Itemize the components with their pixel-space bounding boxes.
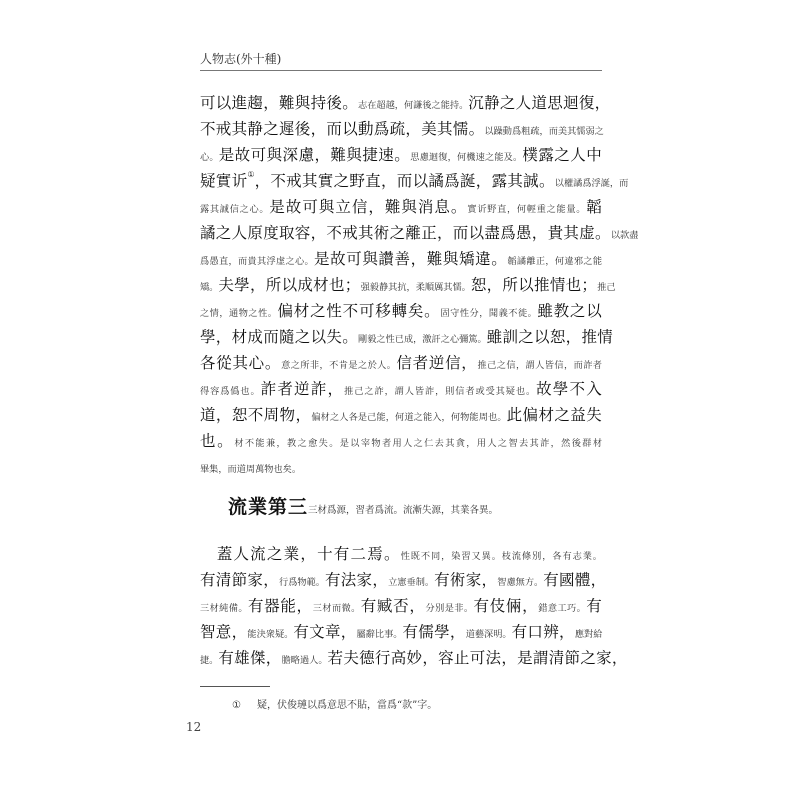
- annotation-text: 之情，通物之性。: [200, 308, 278, 319]
- main-text: 雖訓之以恕，推情: [486, 328, 614, 346]
- annotation-text: 推己之信，謂人皆信，而詐者: [477, 360, 602, 371]
- page-number: 12: [186, 720, 202, 734]
- text-line: [200, 619, 602, 645]
- annotation-text: 爲愚直，而貴其浮虚之心。: [200, 256, 314, 267]
- main-text: 有國體，: [543, 571, 607, 589]
- main-text: 此偏材之益失: [506, 406, 602, 424]
- annotation-text: 行爲物範。: [279, 577, 325, 588]
- main-text: 也。: [200, 432, 235, 450]
- main-text: ，不戒其實之野直，而以譎爲誕，露其誠。: [254, 172, 555, 190]
- annotation-text: 三材純備。: [200, 603, 248, 614]
- text-line: [200, 350, 602, 376]
- chapter-title: 流業第三: [228, 496, 309, 518]
- main-text: 樸露之人中: [522, 146, 603, 164]
- annotation-text: 推己: [597, 282, 616, 293]
- main-text: 智意，: [200, 623, 248, 641]
- main-text: 蓋人流之業，十有二焉。: [200, 545, 401, 563]
- main-text: 有文章，: [293, 623, 357, 641]
- annotation-text: 捷。: [200, 655, 219, 666]
- footnote-mark: ①: [232, 700, 241, 711]
- annotation-text: 以權譎爲浮誕，而: [554, 178, 629, 189]
- annotation-text: 剛毅之性已成，激訐之心彌篤。: [358, 334, 487, 345]
- main-text: 是故可與立信，難與消息。: [269, 198, 468, 216]
- text-line: [200, 645, 628, 671]
- annotation-text: 能決衆疑。: [247, 629, 294, 640]
- main-text: 夫學，所以成材也；: [218, 276, 361, 294]
- footnote-ref: ①: [247, 170, 255, 179]
- text-line: [200, 567, 607, 593]
- main-text: 詐者逆詐，: [260, 380, 345, 398]
- main-text: 可以進趨，難與持後。: [200, 94, 359, 112]
- annotation-text: 露其誠信之心。: [200, 204, 270, 215]
- chapter-heading: [228, 492, 498, 522]
- chapter-note: 三材爲源，習者爲流。流漸失源，其業各異。: [308, 505, 499, 516]
- text-line: [200, 168, 629, 194]
- annotation-text: 得容爲僞也。: [200, 386, 261, 397]
- annotation-text: 立憲垂制。: [388, 577, 435, 588]
- main-text: 有口辨，: [511, 623, 575, 641]
- annotation-text: 强毅静其抗，柔順厲其懦。: [360, 282, 471, 293]
- main-text: 有伎倆，: [473, 597, 539, 615]
- main-text: 若夫德行高妙，容止可法，是謂清節之家，: [327, 649, 628, 667]
- main-text: 各從其心。: [200, 354, 282, 372]
- main-text: 是故可與深慮，難與捷速。: [218, 146, 411, 164]
- main-text: 恕，所以推情也；: [470, 276, 598, 294]
- main-text: 沉静之人道思迴復，: [468, 94, 611, 112]
- annotation-text: 固守性分，聞義不徙。: [440, 308, 538, 319]
- annotation-text: 三材而微。: [312, 603, 361, 614]
- chapter-passage: [200, 541, 628, 671]
- running-title: 人物志(外十種): [200, 52, 282, 66]
- main-text: 不戒其静之遲後，而以動爲疏，美其懦。: [200, 120, 485, 138]
- text-line: [200, 428, 602, 454]
- text-line: [200, 402, 602, 428]
- main-text: 有臧否，: [360, 597, 426, 615]
- annotation-text: 韜譎離正，何違邪之能: [507, 256, 603, 267]
- annotation-text: 道藝深明。: [465, 629, 512, 640]
- text-line: [200, 298, 602, 324]
- footnote-text: 疑，伏俊璉以爲意思不貼，當爲“款”字。: [256, 700, 438, 711]
- main-text: 有術家，: [434, 571, 498, 589]
- header-rule: [200, 70, 602, 71]
- text-line: [200, 90, 611, 116]
- annotation-text: 推己之詐，謂人皆詐，則信者或受其疑也。: [344, 386, 537, 397]
- annotation-text: 性既不同，染習又異。枝流條別，各有志業。: [400, 551, 602, 562]
- annotation-text: 意之所非，不肯是之於人。: [281, 360, 397, 371]
- main-text: 故學不入: [536, 380, 602, 398]
- text-line: [200, 194, 602, 220]
- annotation-text: 以躁動爲粗疏，而美其懦弱之: [484, 126, 604, 137]
- text-line: [200, 142, 602, 168]
- text-line: [200, 593, 602, 619]
- annotation-text: 錯意工巧。: [538, 603, 587, 614]
- annotation-text: 智慮無方。: [497, 577, 544, 588]
- main-text: 有器能，: [247, 597, 313, 615]
- text-line: [200, 116, 602, 142]
- annotation-text: 應對給: [574, 629, 603, 640]
- main-passage: [200, 90, 639, 480]
- main-text: 有法家，: [324, 571, 389, 589]
- annotation-text: 膽略過人。: [281, 655, 328, 666]
- main-text: 譎之人原度取容，不戒其術之離正，而以盡爲愚，貴其虚。: [200, 224, 611, 242]
- annotation-text: 材不能兼，教之愈失。是以宰物者用人之仁去其貪，用人之智去其詐，然後群材: [234, 438, 603, 449]
- text-line: [200, 272, 616, 298]
- annotation-text: 實䜣野直，何輕重之能量。: [467, 204, 587, 215]
- footnote-rule: [200, 686, 270, 687]
- text-line: [200, 220, 639, 246]
- annotation-text: 畢集，而道周萬物也矣。: [200, 464, 302, 475]
- footnote: [232, 696, 437, 711]
- main-text: 有儒學，: [402, 623, 466, 641]
- annotation-text: 以款盡: [610, 230, 639, 241]
- text-line: [200, 454, 602, 480]
- annotation-text: 矯。: [200, 282, 219, 293]
- text-line: [200, 324, 614, 350]
- annotation-text: 屬辭比事。: [356, 629, 403, 640]
- text-line: [200, 376, 602, 402]
- annotation-text: 分別是非。: [425, 603, 474, 614]
- main-text: 雖教之以: [537, 302, 603, 320]
- main-text: 疑實䜣: [200, 172, 248, 190]
- main-text: 偏材之性不可移轉矣。: [277, 302, 441, 320]
- text-line: [200, 541, 602, 567]
- main-text: 韜: [586, 198, 603, 216]
- main-text: 是故可與讚善，難與矯違。: [313, 250, 508, 268]
- main-text: 信者逆信，: [396, 354, 478, 372]
- main-text: 道，恕不周物，: [200, 406, 312, 424]
- annotation-text: 志在超越，何謙後之能持。: [358, 100, 469, 111]
- annotation-text: 心。: [200, 152, 219, 163]
- text-line: [200, 246, 602, 272]
- main-text: 有清節家，: [200, 571, 280, 589]
- main-text: 有雄傑，: [218, 649, 282, 667]
- annotation-text: 思慮迴復，何機速之能及。: [410, 152, 523, 163]
- annotation-text: 偏材之人各是己能，何道之能入，何物能周也。: [311, 412, 507, 423]
- main-text: 有: [586, 597, 603, 615]
- main-text: 學，材成而隨之以失。: [200, 328, 359, 346]
